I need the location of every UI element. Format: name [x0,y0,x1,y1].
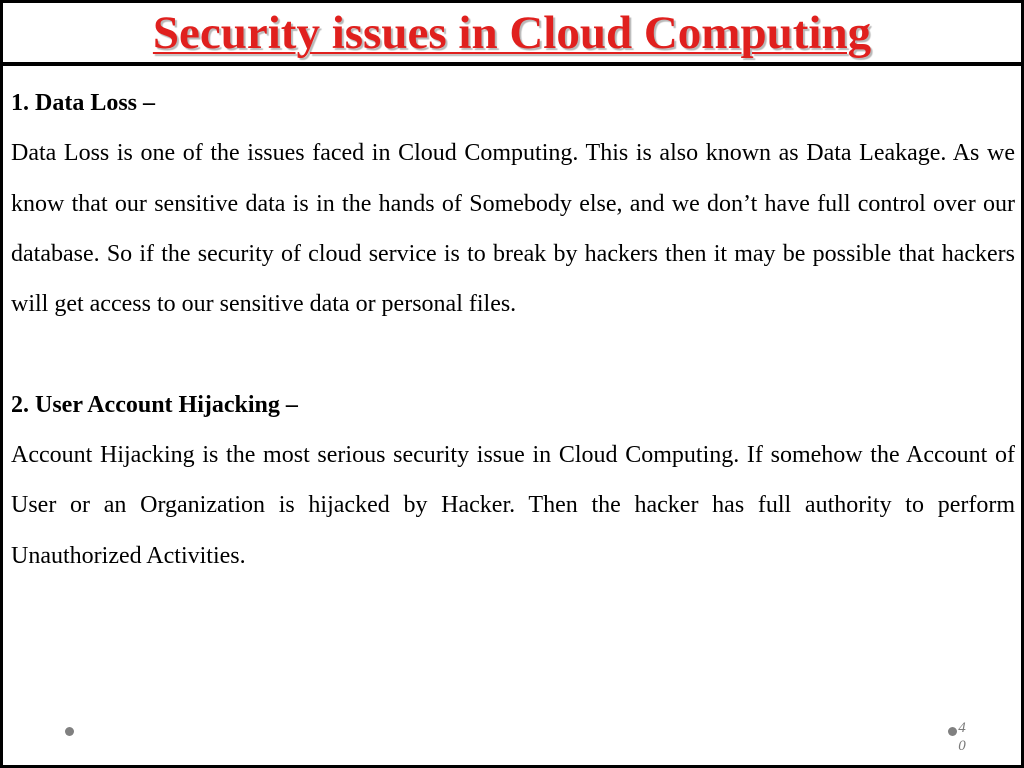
section-body-account-hijacking: Account Hijacking is the most serious security issue in Cloud Computing. If somehow the Account of User or an Organization is hijacked by Hacker. Then the hacker has full authority to perform Unauthorized Activities. [11,442,1015,569]
slide-content [11,78,1015,581]
section-heading-account-hijacking: 2. User Account Hijacking – [11,391,298,418]
bullet-dot-icon [65,727,74,736]
section-heading-data-loss: 1. Data Loss – [11,90,156,116]
section-spacer [11,329,1015,379]
title-bar [3,3,1021,66]
page-number: 40 [958,720,966,754]
section-body-data-loss: Data Loss is one of the issues faced in Cloud Computing. This is also known as Data Leakage. As we know that our sensitive data is in the hands of Somebody else, and we don’t have full control over our database. So if the security of cloud service is to break by hackers then it may be possible that hackers will get access to our sensitive data or personal files. [11,140,1015,318]
slide-title: Security issues in Cloud Computing [152,7,872,59]
